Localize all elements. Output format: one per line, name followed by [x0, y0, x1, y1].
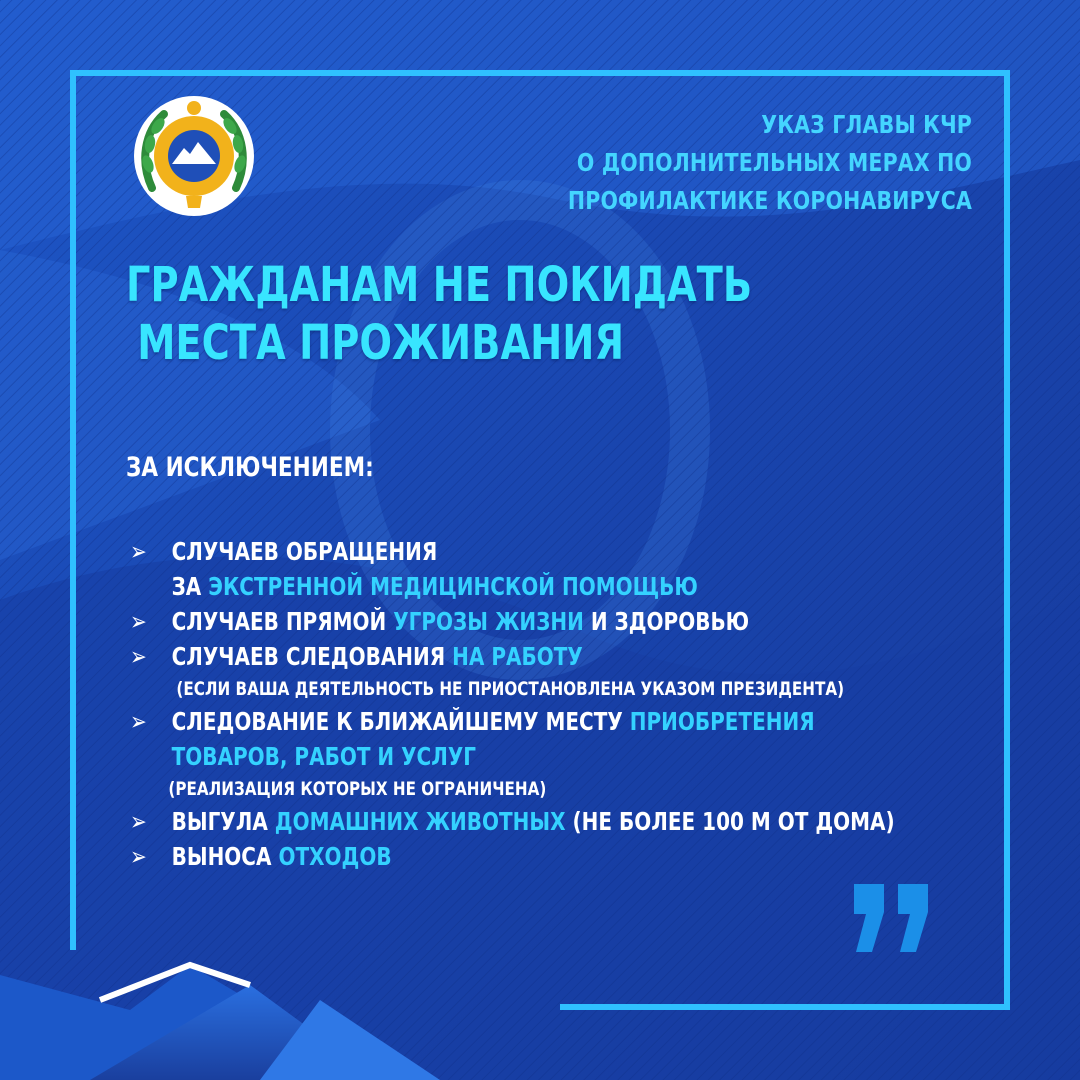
list-item: ➢ СЛУЧАЕВ ПРЯМОЙ УГРОЗЫ ЖИЗНИ И ЗДОРОВЬЮ	[130, 604, 850, 639]
list-item-note: (ЕСЛИ ВАША ДЕЯТЕЛЬНОСТЬ НЕ ПРИОСТАНОВЛЕНА УКАЗОМ ПРЕЗИДЕНТА)	[176, 678, 845, 700]
closing-quote-icon	[844, 880, 940, 956]
frame-bottom	[560, 1004, 1010, 1010]
list-item: ➢ СЛУЧАЕВ ОБРАЩЕНИЯ	[130, 534, 850, 569]
list-item: ➢ СЛЕДОВАНИЕ К БЛИЖАЙШЕМУ МЕСТУ ПРИОБРЕТЕНИЯ	[130, 704, 850, 739]
except-label: ЗА ИСКЛЮЧЕНИЕМ:	[126, 452, 374, 483]
decree-line: О ДОПОЛНИТЕЛЬНЫХ МЕРАХ ПО	[576, 148, 972, 177]
headline	[126, 256, 946, 372]
arrow-bullet-icon: ➢	[130, 807, 147, 836]
arrow-bullet-icon: ➢	[130, 642, 147, 671]
arrow-bullet-icon: ➢	[130, 707, 147, 736]
list-item: ➢ ВЫГУЛА ДОМАШНИХ ЖИВОТНЫХ (НЕ БОЛЕЕ 100 М ОТ ДОМА)	[130, 804, 850, 839]
list-item-note: (РЕАЛИЗАЦИЯ КОТОРЫХ НЕ ОГРАНИЧЕНА)	[168, 778, 547, 800]
exceptions-list	[130, 534, 1030, 874]
list-item: ➢ ВЫНОСА ОТХОДОВ	[130, 839, 850, 874]
arrow-bullet-icon: ➢	[130, 537, 147, 566]
list-item-continuation: ЗА ЭКСТРЕННОЙ МЕДИЦИНСКОЙ ПОМОЩЬЮ	[171, 572, 698, 601]
list-item-continuation: ТОВАРОВ, РАБОТ И УСЛУГ	[171, 742, 476, 771]
frame-top	[70, 70, 1010, 76]
arrow-bullet-icon: ➢	[130, 842, 147, 871]
emblem-icon	[130, 92, 258, 220]
decree-line: ПРОФИЛАКТИКЕ КОРОНАВИРУСА	[567, 186, 972, 215]
list-item: ➢ СЛУЧАЕВ СЛЕДОВАНИЯ НА РАБОТУ	[130, 639, 850, 674]
decree-line: УКАЗ ГЛАВЫ КЧР	[761, 110, 972, 139]
headline-line-1: ГРАЖДАНАМ НЕ ПОКИДАТЬ	[126, 257, 753, 313]
decree-title	[412, 106, 972, 220]
frame-left	[70, 70, 76, 950]
arrow-bullet-icon: ➢	[130, 607, 147, 636]
headline-line-2: МЕСТА ПРОЖИВАНИЯ	[137, 315, 625, 371]
